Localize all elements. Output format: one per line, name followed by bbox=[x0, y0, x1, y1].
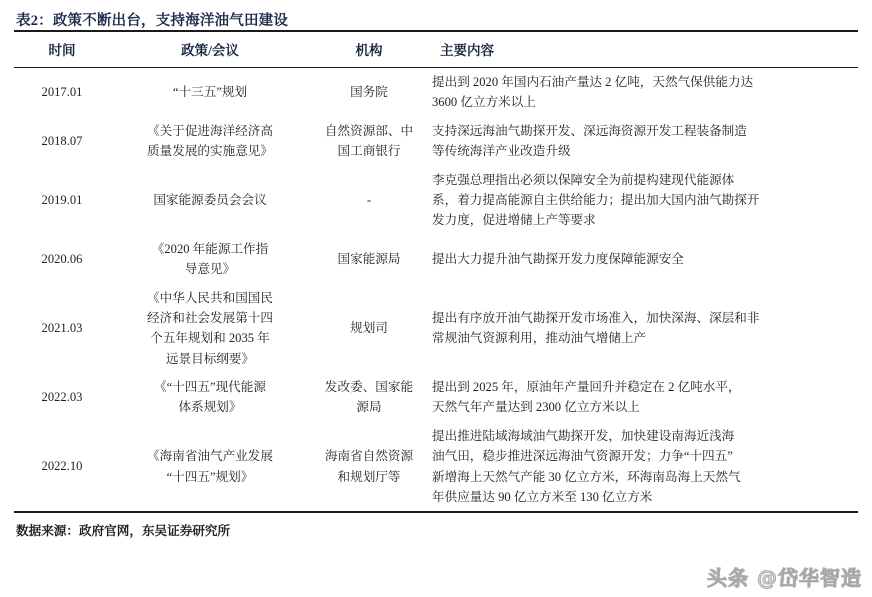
watermark: 头条 @岱华智造 bbox=[707, 566, 862, 590]
table-row bbox=[14, 166, 858, 235]
cell-content-line: 提出到 2020 年国内石油产量达 2 亿吨，天然气保供能力达 bbox=[432, 75, 754, 89]
cell-org bbox=[310, 68, 428, 117]
cell-policy-line: 《海南省油气产业发展 bbox=[147, 449, 273, 464]
table-row bbox=[14, 235, 858, 284]
cell-content bbox=[428, 235, 858, 284]
cell-time: 2019.01 bbox=[41, 192, 83, 207]
cell-content-line: 等传统海洋产业改造升级 bbox=[432, 144, 571, 159]
cell-content bbox=[428, 117, 858, 166]
cell-content bbox=[428, 373, 858, 422]
cell-org-line: 国务院 bbox=[350, 85, 388, 100]
cell-content-line: 新增海上天然气产能 30 亿立方米，环海南岛海上天然气 bbox=[432, 469, 741, 484]
cell-org-line: - bbox=[366, 192, 372, 207]
cell-org-line: 发改委、国家能 bbox=[324, 380, 414, 395]
cell-org bbox=[310, 373, 428, 422]
cell-policy-line: 《“十四五”现代能源 bbox=[154, 380, 266, 395]
cell-policy bbox=[110, 284, 310, 374]
cell-policy bbox=[110, 117, 310, 166]
cell-policy bbox=[110, 166, 310, 235]
cell-content-line: 系，着力提高能源自主供给能力；提出加大国内油气勘探开 bbox=[432, 192, 760, 207]
table-row bbox=[14, 373, 858, 422]
cell-time: 2022.03 bbox=[41, 390, 83, 405]
cell-org-line: 规划司 bbox=[350, 321, 388, 336]
cell-policy-line: “十四五”规划》 bbox=[166, 469, 254, 484]
cell-org bbox=[310, 422, 428, 513]
cell-policy-line: 国家能源委员会会议 bbox=[153, 192, 267, 207]
cell-policy-line: 《关于促进海洋经济高 bbox=[147, 123, 273, 138]
column-header-policy: 政策/会议 bbox=[110, 31, 310, 68]
table-title-bar bbox=[14, 0, 858, 30]
cell-org-line: 国工商银行 bbox=[337, 144, 401, 159]
cell-policy-line: 导意见》 bbox=[184, 262, 236, 277]
cell-org-line: 自然资源部、中 bbox=[324, 123, 414, 138]
table-body bbox=[14, 68, 858, 513]
cell-policy bbox=[110, 68, 310, 117]
cell-content-line: 提出推进陆域海域油气勘探开发，加快建设南海近浅海 bbox=[432, 428, 735, 443]
page-title: 表2：政策不断出台，支持海洋油气田建设 bbox=[16, 13, 289, 29]
cell-content-line: 提出大力提升油气勘探开发力度保障能源安全 bbox=[432, 251, 684, 266]
cell-policy bbox=[110, 235, 310, 284]
cell-time: 2022.10 bbox=[41, 459, 83, 474]
cell-policy-line: 《2020 年能源工作指 bbox=[151, 241, 269, 256]
cell-time: 2021.03 bbox=[41, 321, 83, 336]
cell-org-line: 国家能源局 bbox=[337, 251, 401, 266]
column-header-content: 主要内容 bbox=[428, 31, 858, 68]
cell-policy bbox=[110, 422, 310, 513]
cell-content-line: 年供应量达 90 亿立方米至 130 亿立方米 bbox=[432, 490, 653, 505]
column-header-org: 机构 bbox=[310, 31, 428, 68]
cell-content-line: 发力度，促进增储上产等要求 bbox=[432, 213, 596, 228]
cell-content-line: 常规油气资源利用，推动油气增储上产 bbox=[432, 331, 647, 346]
cell-content-line: 油气田，稳步推进深远海油气资源开发；力争“十四五” bbox=[432, 449, 733, 464]
cell-content-line: 支持深远海油气勘探开发、深远海资源开发工程装备制造 bbox=[432, 123, 747, 138]
cell-content bbox=[428, 284, 858, 374]
table-header-row bbox=[14, 31, 858, 68]
cell-policy-line: 质量发展的实施意见》 bbox=[147, 144, 273, 159]
cell-content-line: 李克强总理指出必须以保障安全为前提构建现代能源体 bbox=[432, 172, 735, 187]
table-row bbox=[14, 284, 858, 374]
cell-org bbox=[310, 117, 428, 166]
table-header bbox=[14, 31, 858, 68]
cell-content-line: 天然气年产量达到 2300 亿立方米以上 bbox=[432, 400, 640, 415]
cell-time: 2018.07 bbox=[41, 133, 83, 148]
cell-content bbox=[428, 68, 858, 117]
cell-org-line: 源局 bbox=[356, 400, 382, 415]
cell-time: 2020.06 bbox=[41, 251, 83, 266]
cell-policy-line: 《中华人民共和国国民 bbox=[147, 290, 273, 305]
cell-content bbox=[428, 166, 858, 235]
policy-table bbox=[14, 30, 858, 513]
table-row bbox=[14, 422, 858, 513]
cell-policy-line: 经济和社会发展第十四 bbox=[147, 310, 273, 325]
source-note: 数据来源：政府官网，东吴证券研究所 bbox=[16, 524, 231, 539]
table-row bbox=[14, 68, 858, 117]
cell-org-line: 海南省自然资源 bbox=[324, 449, 414, 464]
cell-policy-line: 体系规划》 bbox=[178, 400, 242, 415]
cell-org bbox=[310, 166, 428, 235]
cell-time: 2017.01 bbox=[41, 85, 83, 100]
table-row bbox=[14, 117, 858, 166]
cell-policy bbox=[110, 373, 310, 422]
cell-content-line: 3600 亿立方米以上 bbox=[432, 95, 536, 110]
cell-content-line: 提出有序放开油气勘探开发市场准入，加快深海、深层和非 bbox=[432, 310, 760, 325]
cell-org bbox=[310, 284, 428, 374]
cell-org-line: 和规划厅等 bbox=[337, 469, 401, 484]
cell-policy-line: 个五年规划和 2035 年 bbox=[150, 331, 270, 346]
cell-content bbox=[428, 422, 858, 513]
cell-content-line: 提出到 2025 年，原油年产量回升并稳定在 2 亿吨水平， bbox=[432, 380, 741, 395]
cell-policy-line: 远景目标纲要》 bbox=[165, 351, 255, 366]
cell-org bbox=[310, 235, 428, 284]
column-header-time: 时间 bbox=[14, 31, 110, 68]
cell-policy-line: “十三五”规划 bbox=[172, 85, 248, 100]
